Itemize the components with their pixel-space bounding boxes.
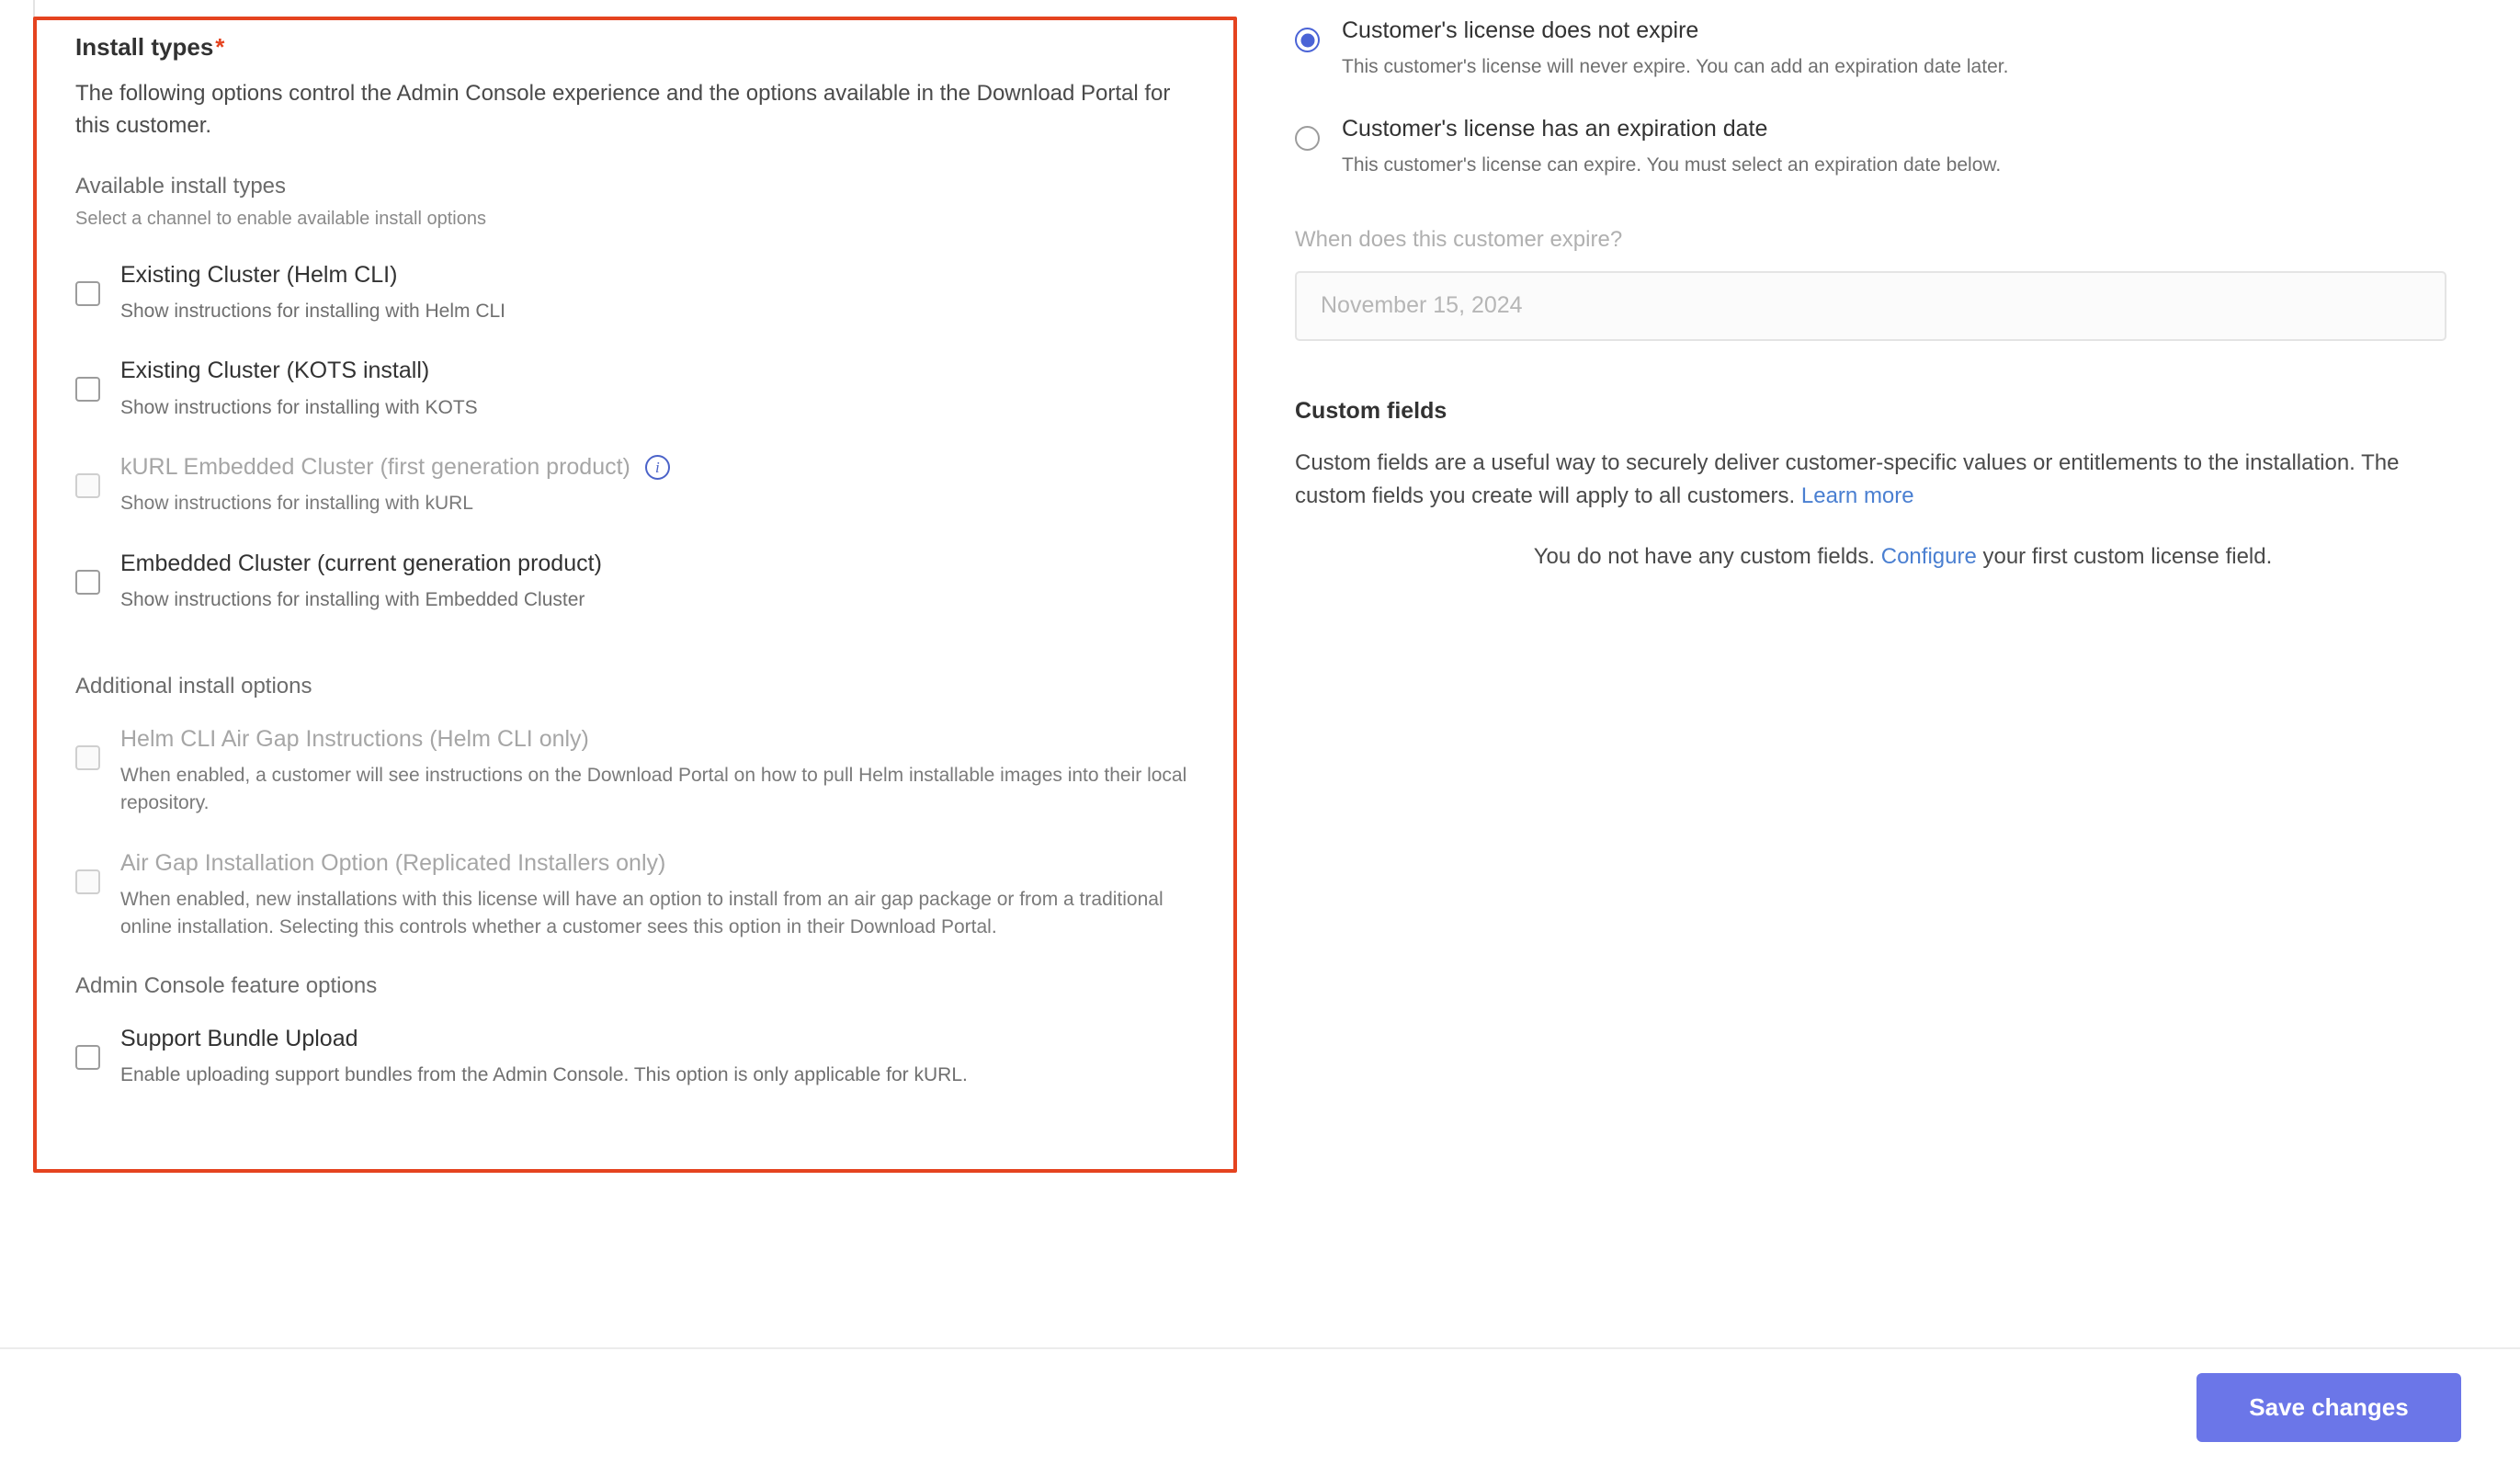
install-types-column [0, 0, 1254, 1347]
expiration-date-placeholder: November 15, 2024 [1321, 292, 1523, 319]
checkbox-kurl-embedded-cluster[interactable] [75, 473, 100, 498]
option-label [120, 453, 1211, 482]
option-sublabel: Show instructions for installing with kURL [120, 493, 473, 515]
radio-sublabel: This customer's license can expire. You must select an expiration date below. [1342, 154, 2002, 176]
checkbox-embedded-cluster-current[interactable] [75, 570, 100, 595]
custom-fields-heading: Custom fields [1295, 397, 1447, 424]
available-install-types-note: Select a channel to enable available install options [75, 208, 486, 229]
option-label-text: Existing Cluster (KOTS install) [120, 358, 430, 384]
configure-link[interactable]: Configure [1880, 543, 1977, 569]
radio-label: Customer's license has an expiration date [1342, 116, 1768, 142]
radio-has-expiration[interactable] [1295, 126, 1320, 151]
custom-fields-empty-prefix: You do not have any custom fields. [1533, 543, 1881, 569]
required-asterisk: * [215, 33, 225, 61]
checkbox-support-bundle-upload[interactable] [75, 1045, 100, 1070]
option-label-text: Embedded Cluster (current generation product) [120, 550, 602, 576]
custom-fields-description-text: Custom fields are a useful way to securely deliver customer-specific values or entitlements to the installation. The custom fields you create will apply to all customers. [1295, 449, 2400, 508]
option-label [120, 849, 1211, 878]
option-air-gap-installation[interactable] [75, 849, 1211, 942]
option-existing-cluster-helm-cli[interactable] [75, 261, 1211, 326]
scroll-fade [0, 1311, 1254, 1347]
checkbox-existing-cluster-helm-cli[interactable] [75, 281, 100, 306]
option-sublabel: Show instructions for installing with Helm CLI [120, 301, 505, 323]
install-types-title-text: Install types [75, 33, 214, 61]
install-types-description: The following options control the Admin Console experience and the options available in the Download Portal for this customer. [75, 81, 1171, 138]
option-label-text: kURL Embedded Cluster (first generation product) [120, 454, 630, 481]
save-changes-button[interactable]: Save changes [2196, 1373, 2461, 1442]
checkbox-existing-cluster-kots-install[interactable] [75, 377, 100, 402]
option-kurl-embedded-cluster[interactable] [75, 453, 1211, 518]
option-existing-cluster-kots-install[interactable] [75, 357, 1211, 422]
custom-fields-empty-suffix: your first custom license field. [1976, 543, 2273, 569]
info-icon[interactable]: i [645, 455, 670, 480]
option-support-bundle-upload[interactable] [75, 1025, 1211, 1090]
footer-bar [0, 1347, 2520, 1465]
option-label-text: Air Gap Installation Option (Replicated Installers only) [120, 849, 666, 876]
install-types-title [75, 33, 1211, 62]
additional-install-options-heading: Additional install options [75, 673, 312, 698]
learn-more-link[interactable]: Learn more [1800, 483, 1914, 508]
license-expiration-column [1254, 0, 2520, 1347]
radio-sublabel: This customer's license will never expire. You can add an expiration date later. [1342, 56, 2009, 77]
option-sublabel: Enable uploading support bundles from the Admin Console. This option is only applicable for kURL. [120, 1064, 968, 1086]
radio-option-no-expiration[interactable] [1295, 17, 2446, 80]
option-sublabel: Show instructions for installing with Embedded Cluster [120, 589, 585, 611]
checkbox-helm-cli-air-gap-instructions[interactable] [75, 745, 100, 770]
option-helm-cli-air-gap-instructions[interactable] [75, 725, 1211, 818]
checkbox-air-gap-installation[interactable] [75, 869, 100, 894]
option-label [120, 261, 1211, 290]
install-types-section [33, 0, 1254, 942]
custom-fields-description [1295, 447, 2412, 513]
admin-console-heading: Admin Console feature options [75, 972, 378, 998]
option-label [120, 550, 1211, 578]
expiration-date-label: When does this customer expire? [1295, 226, 1623, 252]
option-label-text: Existing Cluster (Helm CLI) [120, 261, 398, 288]
option-sublabel: When enabled, a customer will see instructions on the Download Portal on how to pull Helm installable images into their local repository. [120, 764, 1187, 814]
radio-label: Customer's license does not expire [1342, 17, 1699, 43]
custom-fields-empty-state [1295, 544, 2446, 570]
admin-console-section [33, 973, 1254, 1090]
option-label-text: Helm CLI Air Gap Instructions (Helm CLI only) [120, 725, 589, 752]
expiration-date-input[interactable] [1295, 271, 2446, 341]
option-sublabel: When enabled, new installations with this license will have an option to install from an air gap package or from a traditional online installation. Selecting this controls whether a customer sees this option in their Download Portal. [120, 888, 1164, 938]
option-sublabel: Show instructions for installing with KOTS [120, 396, 478, 418]
radio-option-has-expiration[interactable] [1295, 115, 2446, 178]
radio-no-expiration[interactable] [1295, 28, 1320, 52]
option-label-text: Support Bundle Upload [120, 1025, 358, 1051]
option-label [120, 1025, 1211, 1053]
option-label [120, 357, 1211, 385]
option-embedded-cluster-current[interactable] [75, 550, 1211, 615]
option-label [120, 725, 1211, 754]
available-install-types-heading: Available install types [75, 173, 287, 199]
